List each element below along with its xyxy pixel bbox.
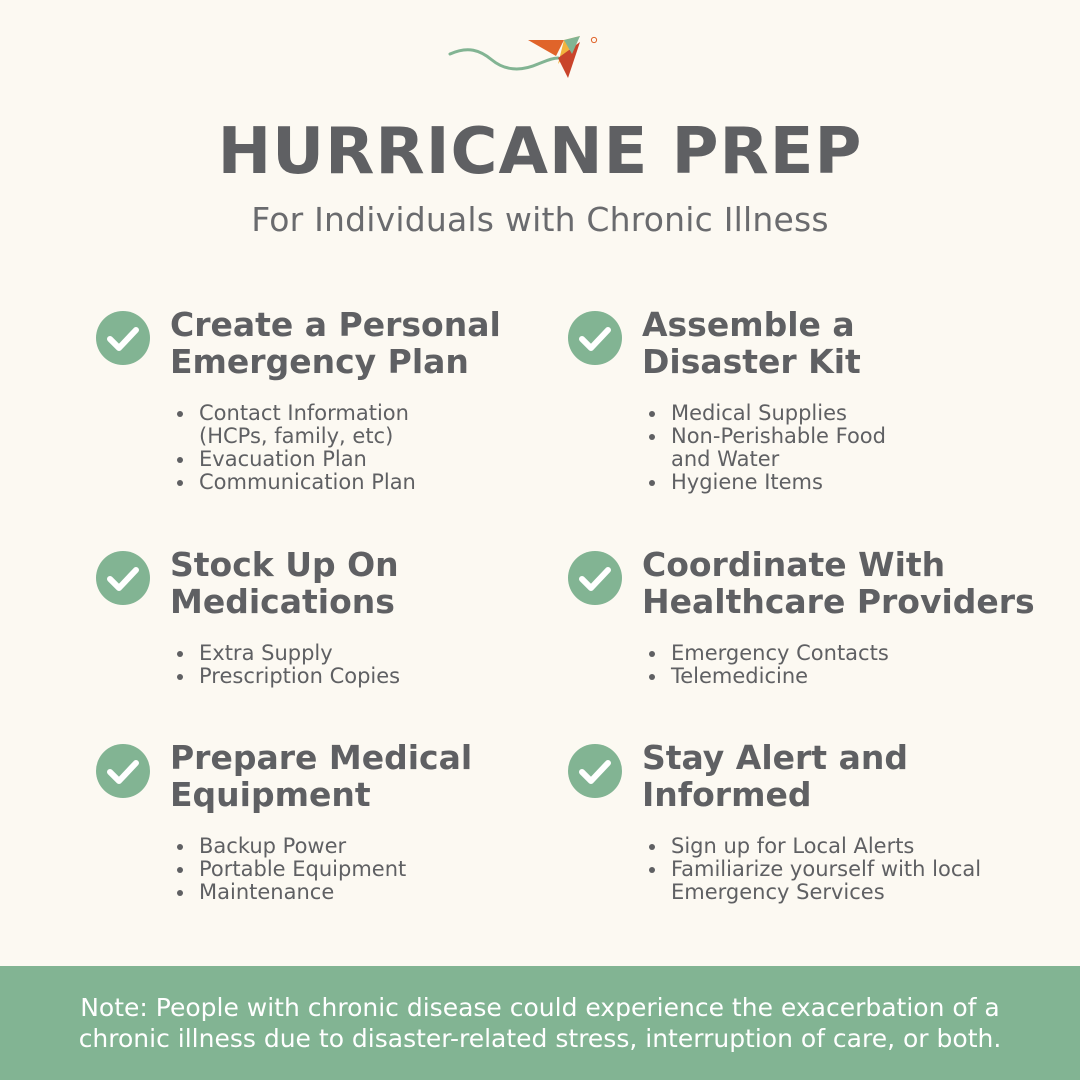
- section-heading: Stock Up On Medications: [170, 545, 399, 621]
- list-item: Hygiene Items: [647, 471, 1047, 494]
- section-heading: Stay Alert and Informed: [642, 738, 908, 814]
- list-item: Communication Plan: [175, 471, 575, 494]
- section-list: [647, 642, 1047, 688]
- list-item: Backup Power: [175, 835, 575, 858]
- list-item: Telemedicine: [647, 665, 1047, 688]
- check-circle-icon: [567, 310, 623, 366]
- section-list: [647, 402, 1047, 494]
- list-item: Extra Supply: [175, 642, 575, 665]
- list-item: Contact Information (HCPs, family, etc): [175, 402, 575, 448]
- list-item: Evacuation Plan: [175, 448, 575, 471]
- list-item: Portable Equipment: [175, 858, 575, 881]
- page-subtitle: For Individuals with Chronic Illness: [251, 200, 829, 239]
- check-circle-icon: [567, 743, 623, 799]
- section-heading: Assemble a Disaster Kit: [642, 305, 861, 381]
- footer-note: [0, 966, 1080, 1080]
- check-circle-icon: [567, 550, 623, 606]
- section-list: [647, 835, 1047, 904]
- list-item: Familiarize yourself with local Emergency Services: [647, 858, 1047, 904]
- page-title: HURRICANE PREP: [217, 115, 863, 189]
- list-item: Non-Perishable Food and Water: [647, 425, 1047, 471]
- check-circle-icon: [95, 550, 151, 606]
- list-item: Prescription Copies: [175, 665, 575, 688]
- list-item: Sign up for Local Alerts: [647, 835, 1047, 858]
- section-list: [175, 642, 575, 688]
- list-item: Medical Supplies: [647, 402, 1047, 425]
- check-circle-icon: [95, 310, 151, 366]
- kite-logo-icon: [446, 34, 602, 84]
- note-line: Note: People with chronic disease could experience the exacerbation of a: [80, 993, 1000, 1022]
- note-line: chronic illness due to disaster-related stress, interruption of care, or both.: [78, 1024, 1002, 1053]
- list-item: Maintenance: [175, 881, 575, 904]
- section-heading: Create a Personal Emergency Plan: [170, 305, 501, 381]
- section-list: [175, 402, 575, 494]
- list-item: Emergency Contacts: [647, 642, 1047, 665]
- section-list: [175, 835, 575, 904]
- section-heading: Coordinate With Healthcare Providers: [642, 545, 1035, 621]
- check-circle-icon: [95, 743, 151, 799]
- section-heading: Prepare Medical Equipment: [170, 738, 473, 814]
